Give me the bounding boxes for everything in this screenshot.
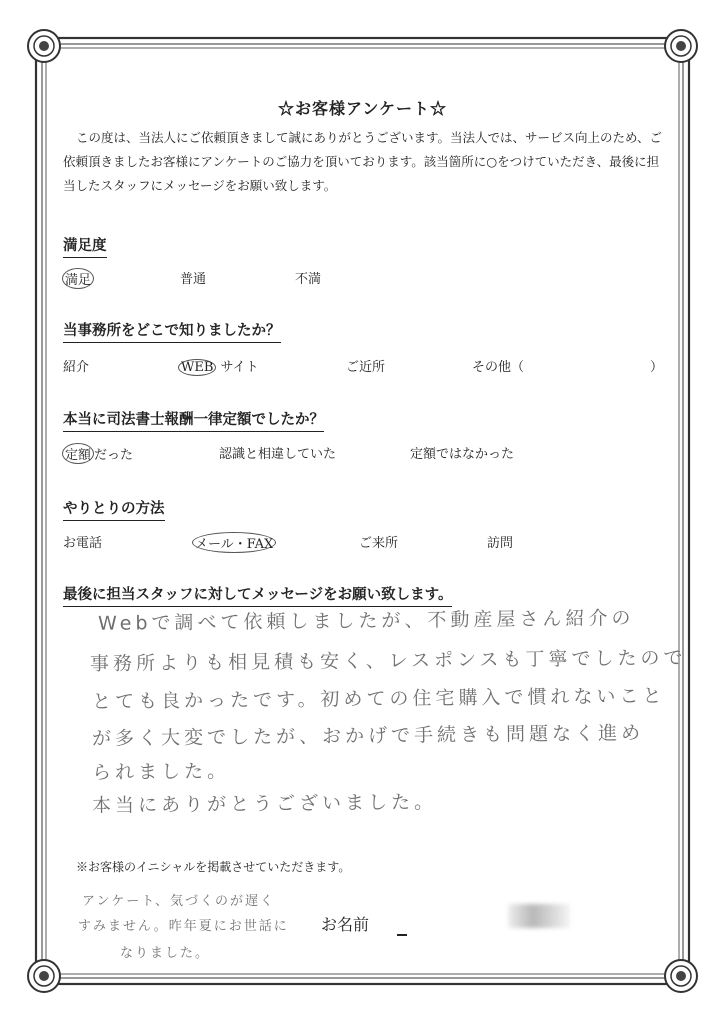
handwritten-message-line: が多く大変でしたが、おかげで手続きも問題なく進め	[91, 722, 645, 750]
initials-note: ※お客様のイニシャルを掲載させていただきます。	[76, 860, 351, 874]
fee-option-different[interactable]: 認識と相違していた	[219, 447, 337, 462]
survey-title: ☆お客様アンケート☆	[277, 99, 448, 118]
contact-option-mail-fax[interactable]	[196, 532, 276, 553]
selection-circle: WEB	[178, 359, 216, 376]
contact-heading: やりとりの方法	[63, 497, 165, 521]
satisfaction-option-satisfied[interactable]	[66, 268, 94, 289]
source-option-web-site[interactable]	[182, 356, 259, 376]
handwritten-aside-line: なりました。	[120, 946, 211, 961]
web-site-label: サイト	[220, 360, 259, 375]
handwritten-message-line: 事務所よりも相見積も安く、レスポンスも丁寧でしたので	[89, 646, 687, 676]
redacted-name	[508, 904, 570, 928]
contact-option-home-visit[interactable]: 訪問	[487, 536, 514, 551]
handwritten-aside-line: すみません。昨年夏にお世話に	[78, 919, 289, 934]
satisfaction-heading: 満足度	[63, 234, 107, 258]
name-label: お名前	[321, 915, 370, 934]
satisfaction-option-neutral[interactable]: 普通	[180, 272, 207, 287]
intro-text: この度は、当法人にご依頼頂きまして誠にありがとうございます。当法人では、サービス向上のため、ご依頼頂きましたお客様にアンケートのご協力を頂いております。該当箇所に○をつけていただき、最後に担当したスタッフにメッセージをお願い致します。	[63, 130, 663, 193]
selection-circle: 定額	[62, 443, 94, 464]
handwritten-aside-line: アンケート、気づくのが遅く	[82, 894, 276, 909]
source-option-neighborhood[interactable]: ご近所	[346, 360, 386, 375]
fee-option-fixed-suffix: だった	[94, 448, 134, 463]
satisfaction-option-unsatisfied[interactable]: 不満	[295, 272, 322, 287]
name-field-line	[397, 934, 407, 936]
source-heading: 当事務所をどこで知りましたか？	[63, 319, 281, 343]
message-heading: 最後に担当スタッフに対してメッセージをお願い致します。	[63, 583, 452, 607]
corner-ornament-top-right	[665, 30, 697, 62]
contact-option-visit-office[interactable]: ご来所	[359, 536, 399, 551]
handwritten-message-line: とても良かったです。初めての住宅購入で慣れないこと	[91, 684, 666, 714]
corner-ornament-bottom-right	[665, 960, 697, 992]
selection-circle: 満足	[62, 268, 94, 289]
handwritten-message-line: 本当にありがとうございました。	[91, 791, 438, 817]
selection-circle: メール・FAX	[192, 532, 276, 553]
corner-ornament-bottom-left	[28, 960, 60, 992]
fee-heading: 本当に司法書士報酬一律定額でしたか？	[63, 408, 324, 432]
corner-ornament-top-left	[28, 30, 60, 62]
fee-option-not-fixed[interactable]: 定額ではなかった	[410, 447, 515, 462]
source-option-other-close: ）	[650, 360, 664, 375]
fee-option-fixed[interactable]	[66, 443, 133, 464]
handwritten-message-line: Webで調べて依頼しましたが、不動産屋さん紹介の	[97, 607, 635, 635]
source-option-other[interactable]: その他（	[472, 360, 525, 375]
source-option-referral[interactable]: 紹介	[63, 360, 90, 375]
contact-option-phone[interactable]: お電話	[63, 536, 103, 551]
handwritten-message-line: られました。	[91, 760, 231, 784]
